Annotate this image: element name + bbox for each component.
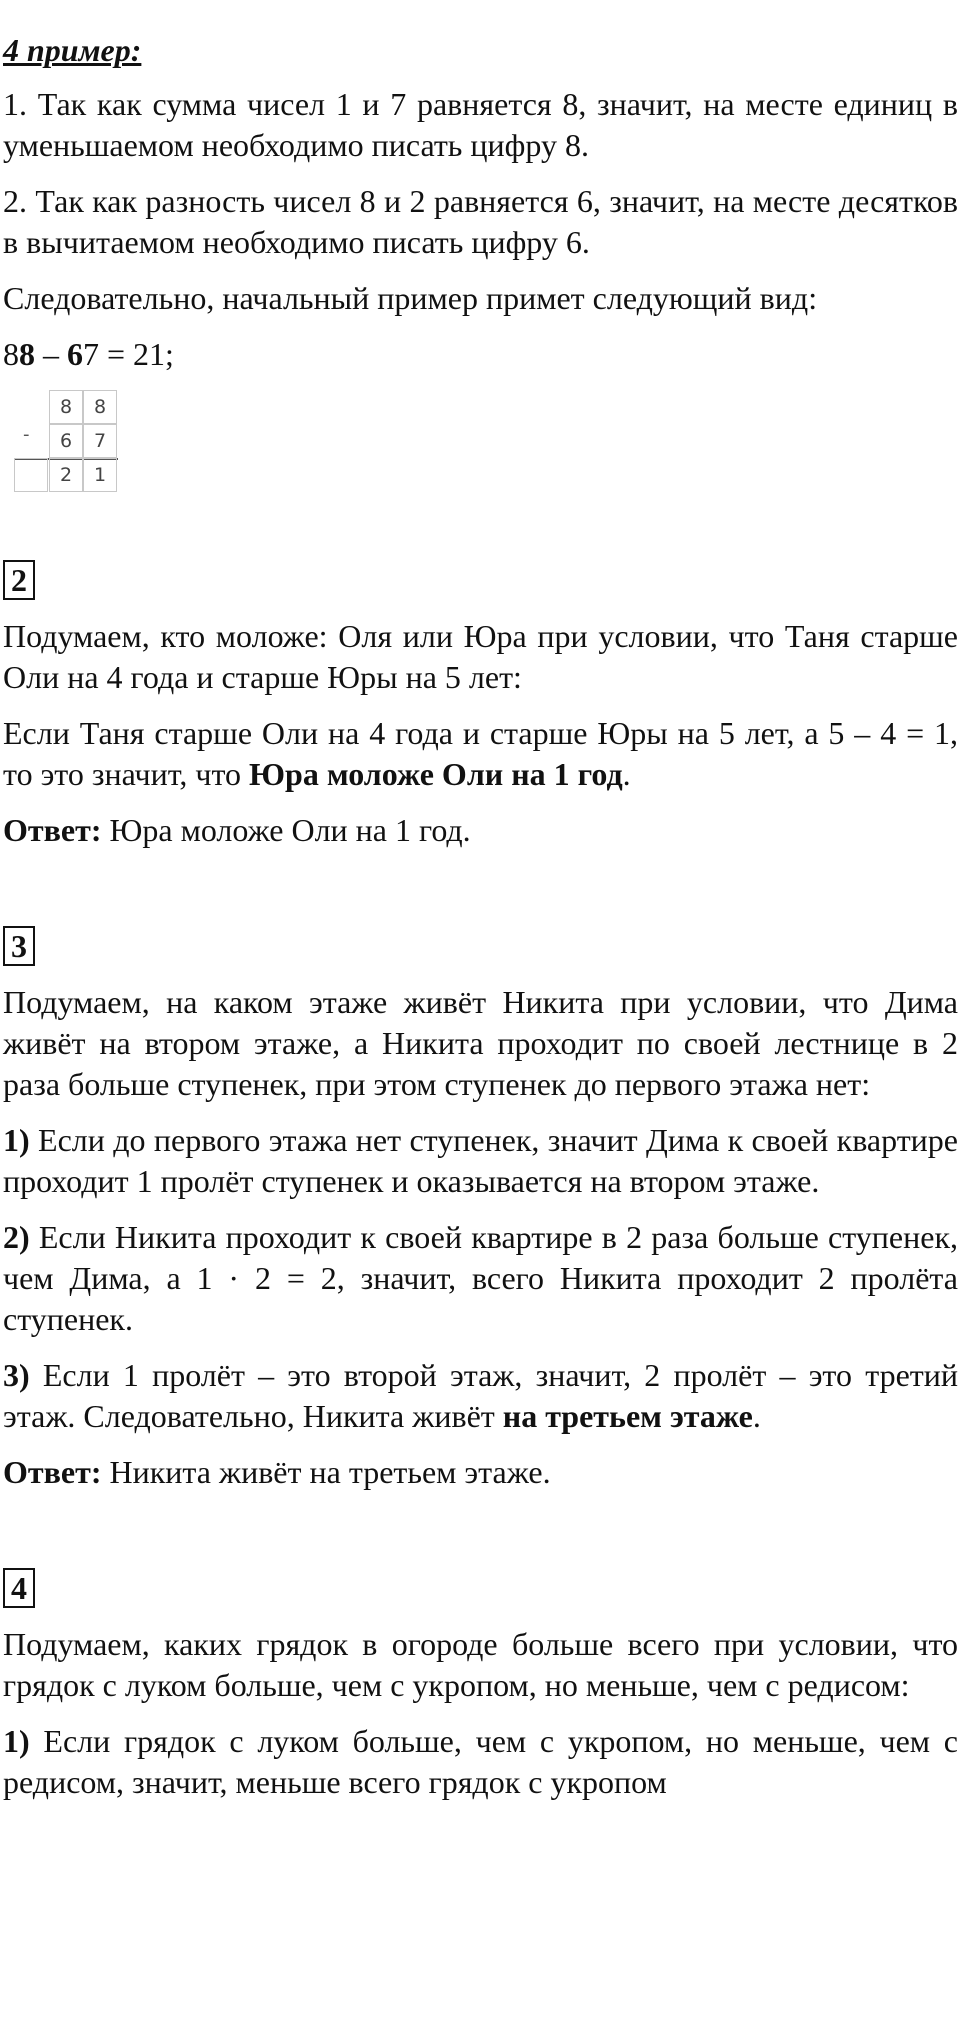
equation-result: = 21; bbox=[99, 336, 174, 372]
answer-label: Ответ: bbox=[3, 1454, 102, 1490]
task3-question: Подумаем, на каком этаже живёт Никита при условии, что Дима живёт на втором этаже, а Никита проходит по своей лестнице в 2 раза больше ступенек, при этом ступенек до первого этажа нет: bbox=[3, 984, 958, 1102]
calc-cell: 8 bbox=[49, 390, 83, 424]
reasoning-text: Если Таня старше Оли на 4 года и старше Юры на 5 лет, а 5 – 4 = 1, то это значит, что bbox=[3, 715, 958, 792]
step-number: 1) bbox=[3, 1723, 30, 1759]
step-text: Если Никита проходит к своей квартире в 2 раза больше ступенек, чем Дима, а 1 · 2 = 2, значит, всего Никита проходит 2 пролёта ступенек. bbox=[3, 1219, 958, 1337]
calc-empty-cell bbox=[14, 458, 48, 492]
calc-cell: 7 bbox=[83, 424, 117, 458]
step-number: 2) bbox=[3, 1219, 30, 1255]
task-number-box: 2 bbox=[3, 560, 35, 600]
reasoning-end: . bbox=[622, 756, 631, 792]
answer-text: Юра моложе Оли на 1 год. bbox=[101, 812, 471, 848]
example-step-2: 2. Так как разность чисел 8 и 2 равняется 6, значит, на месте десятков в вычитаемом необходимо писать цифру 6. bbox=[3, 183, 958, 260]
answer-label: Ответ: bbox=[3, 812, 102, 848]
task-number-4 bbox=[3, 1568, 958, 1609]
example-heading: 4 пример: bbox=[3, 32, 142, 68]
equation-minus: – bbox=[35, 336, 67, 372]
solution-page bbox=[3, 0, 958, 1818]
equation-digit-bold: 8 bbox=[19, 336, 35, 372]
step-number: 1) bbox=[3, 1122, 30, 1158]
task3-step-3 bbox=[3, 1355, 958, 1437]
calc-cell: 1 bbox=[83, 458, 117, 492]
equation-digit-bold: 6 bbox=[67, 336, 83, 372]
task-number-box: 4 bbox=[3, 1568, 35, 1608]
calc-cell: 2 bbox=[49, 458, 83, 492]
equation-digit: 7 bbox=[83, 336, 99, 372]
equation-digit: 8 bbox=[3, 336, 19, 372]
example-conclusion: Следовательно, начальный пример примет следующий вид: bbox=[3, 280, 818, 316]
task4-question: Подумаем, каких грядок в огороде больше всего при условии, что грядок с луком больше, чем с укропом, но меньше, чем с редисом: bbox=[3, 1626, 958, 1703]
task2-reasoning bbox=[3, 713, 958, 795]
step-text: Если 1 пролёт – это второй этаж, значит, 2 пролёт – это третий этаж. Следовательно, Никита живёт bbox=[3, 1357, 958, 1434]
answer-text: Никита живёт на третьем этаже. bbox=[101, 1454, 551, 1490]
task2-question: Подумаем, кто моложе: Оля или Юра при условии, что Таня старше Оли на 4 года и старше Юры на 5 лет: bbox=[3, 618, 958, 695]
example-equation bbox=[3, 334, 958, 375]
task-number-box: 3 bbox=[3, 926, 35, 966]
task-number-3 bbox=[3, 926, 958, 967]
task3-step-2 bbox=[3, 1217, 958, 1340]
task2-answer bbox=[3, 810, 958, 851]
task4-step-1 bbox=[3, 1721, 958, 1803]
task-number-2 bbox=[3, 560, 958, 601]
step-end: . bbox=[752, 1398, 761, 1434]
reasoning-bold: Юра моложе Оли на 1 год bbox=[249, 756, 623, 792]
calc-empty-cell bbox=[14, 390, 48, 424]
step-text: Если до первого этажа нет ступенек, значит Дима к своей квартире проходит 1 пролёт ступенек и оказывается на втором этаже. bbox=[3, 1122, 958, 1199]
minus-sign: - bbox=[23, 424, 30, 445]
task3-step-1 bbox=[3, 1120, 958, 1202]
calc-cell: 8 bbox=[83, 390, 117, 424]
step-number: 3) bbox=[3, 1357, 30, 1393]
calc-cell: 6 bbox=[49, 424, 83, 458]
example-step-1: 1. Так как сумма чисел 1 и 7 равняется 8, значит, на месте единиц в уменьшаемом необходимо писать цифру 8. bbox=[3, 86, 958, 163]
step-text: Если грядок с луком больше, чем с укропом, но меньше, чем с редисом, значит, меньше всего грядок с укропом bbox=[3, 1723, 958, 1800]
task3-answer bbox=[3, 1452, 958, 1493]
column-subtraction bbox=[14, 390, 118, 492]
step-bold: на третьем этаже bbox=[502, 1398, 753, 1434]
